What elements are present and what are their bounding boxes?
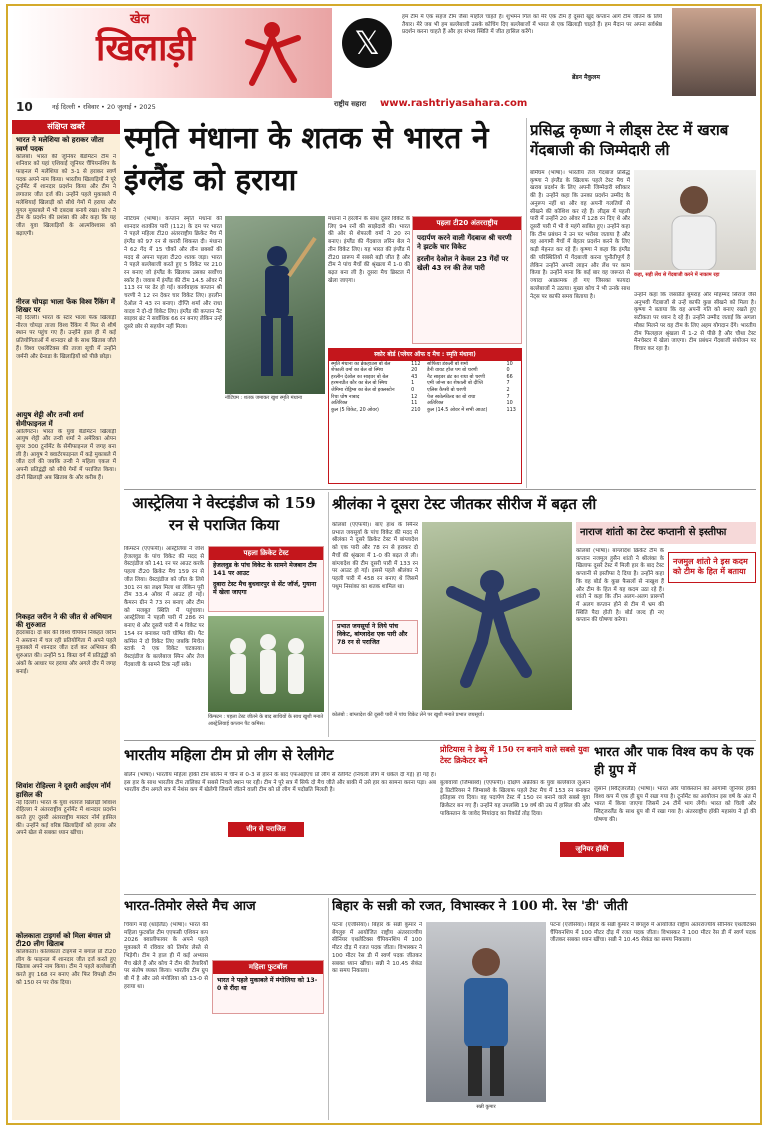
sidebar-item-text: आर्लिंगटन। भारत के युवा बैडमिंटन खिलाड़ी आयुष शेट्टी और तन्वी शर्मा ने अमेरिका ओपन सुपर 300 टूर्नामेंट के सेमीफाइनल में जगह बना ली है। आयुष ने क्वार्टरफाइनल में कड़े मुकाबले में जीत दर्ज की जबकि तन्वी ने महिला एकल में अपनी प्रतिद्वंद्वी को सीधे गेमों में पराजित किया। दोनों खिलाड़ी अब खिताब के और करीब हैं। (16, 428, 116, 481)
quote-author: ब्रेंडन मैकुलम (572, 74, 600, 81)
aus-infobox-point: हेजलवुड के पांच विकेट के सामने मेजबान टीम 141 पर आउट (213, 561, 317, 577)
aus-infobox-title: पहला क्रिकेट टेस्ट (209, 547, 323, 560)
sidebar-header: संक्षिप्त खबरें (12, 120, 120, 134)
coach-portrait (672, 8, 756, 96)
sidebar-item-heading: कोलकाता टाइगर्स को मिला बंगाल प्रो टी20 लीग खिताब (16, 931, 111, 949)
masthead (12, 8, 756, 113)
sidebar-item (16, 613, 116, 779)
brand-logo: राष्ट्रीय सहारा (334, 100, 367, 108)
sidebar-item (16, 411, 116, 609)
bht-headline: भारत-तिमोर लेस्ते मैच आज (124, 899, 256, 914)
bihar-headline: बिहार के सन्नी को रजत, विभास्कर ने 100 मी. रेस 'डी' जीती (332, 899, 628, 914)
table-row: रिचा घोष नाबाद 12 (331, 393, 418, 400)
row-divider (124, 740, 756, 741)
row-divider (124, 894, 756, 895)
najmul-pullquote: नजमुल शांतो ने इस कदम को टीम के हित में बताया (668, 552, 756, 583)
lead-text-2: मंधाना ने हरलीन के साथ दूसरे विकेट के लिए 94 रनों की साझेदारी की। भारत की ओर से शेफाली वर्मा ने 20 रन बनाए। इंग्लैंड की गेंदबाज लॉरेन बेल ने तीन विकेट लिए। यह भारत की इंग्लैंड में टी20 प्रारूप में सबसे बड़ी जीत है और टीम ने पांच मैचों की श्रृंखला में 1-0 की बढ़त बना ली है। दूसरा मैच ब्रिस्टल में खेला जाएगा। (328, 216, 410, 284)
table-row: सोफिया डंकली बो शर्मा 10 (427, 360, 513, 367)
masthead-kicker: खेल (130, 12, 150, 27)
bht-infobox (212, 960, 324, 1014)
bht-text: चियांग माई (थाईलैंड) (भाषा)। भारत की महिला फुटबॉल टीम एएफसी एशियन कप 2026 क्वालीफायर के अपने पहले मुकाबले में रविवार को तिमोर लेस्ते से भिड़ेगी। टीम ने हाल ही में कई अभ्यास मैच खेले हैं और कोच ने टीम की तैयारियों पर संतोष व्यक्त किया। भारतीय टीम ग्रुप बी में है और उसे मंगोलिया को 13-0 से हराया था। (124, 922, 208, 990)
athlete-silhouette-icon (242, 18, 302, 88)
lead-infobox-point: हरलीन देओल ने केवल 23 गेंदों पर खेली 43 रन की तेज पारी (417, 255, 509, 272)
table-row: स्मृति मंधाना का ब्रेकहाउस बो बेल 112 (331, 360, 421, 367)
sidebar-item-heading: शिवांश रोहिल्ला ने दूसरी आईएम नॉर्म हासिल की (16, 782, 111, 799)
indpak-text: लुसाने (स्विट्जरलैंड) (भाषा)। भारत और पाकिस्तान को आगामी जूनियर हॉकी विश्व कप में एक ही ग्रुप में रखा गया है। टूर्नामेंट का आयोजन इस वर्ष के अंत में भारत में किया जाएगा जिसमें 24 टीमें भाग लेंगी। भारत को चिली और स्विट्जरलैंड के साथ ग्रुप बी में रखा गया है। अंतरराष्ट्रीय हॉकी महासंघ ने ड्रॉ की घोषणा की। (594, 786, 756, 823)
aus-photo (208, 616, 324, 712)
sidebar-item (16, 932, 116, 1070)
bihar-photo (426, 922, 546, 1102)
prasidh-headline: प्रसिद्ध कृष्णा ने लीड्स टेस्ट में खराब गेंदबाजी की जिम्मेदारी ली (530, 121, 729, 159)
sl-infobox (332, 620, 418, 654)
bht-infobox-title: महिला फुटबॉल (213, 961, 323, 974)
aus-headline: आस्ट्रेलिया ने वेस्टइंडीज को 159 रन से पराजित किया (132, 494, 316, 534)
sl-infobox-point: प्रभात जयसूर्या ने लिये पांच विकेट, बांग्लादेश एक पारी और 78 रन से पराजित (337, 623, 408, 646)
scoreboard-table-india (329, 361, 425, 414)
najmul-text: कोलंबो (भाषा)। बांग्लादेश क्रिकेट टीम के कप्तान नजमुल हुसैन शांतो ने श्रीलंका के खिलाफ दूसरे टेस्ट में मिली हार के बाद टेस्ट कप्तानी से इस्तीफा दे दिया है। उन्होंने कहा कि वह बोर्ड के कुछ फैसलों से नाखुश हैं और टीम के हित में यह कदम उठा रहे हैं। शांतो ने कहा कि तीन अलग-अलग प्रारूपों में अलग कप्तान होने से टीम में भ्रम की स्थिति पैदा होती है। बोर्ड जल्द ही नए कप्तान की घोषणा करेगा। (576, 548, 664, 624)
sidebar-item (16, 298, 116, 408)
scoreboard (328, 348, 522, 484)
lead-photo (225, 216, 325, 394)
sidebar-item-text: हैदराबाद। दो बार की विश्व चैंपियन निकहत जरीन ने अस्ताना में चल रही प्रतियोगिता में अपने पहले मुकाबले में शानदार जीत दर्ज कर अभियान की शुरुआत की। उन्होंने 51 किग्रा वर्ग में प्रतिद्वंद्वी को अंकों के आधार पर हराया और अगले दौर में जगह बनाई। (16, 630, 116, 675)
website-url: www.rashtriyasahara.com (380, 98, 528, 109)
table-row: कुल (5 विकेट, 20 ओवर) 210 (331, 406, 421, 413)
aus-photo-caption: किंग्स्टन : पहला टेस्ट जीतने के बाद साथियों के साथ खुशी मनाते आस्ट्रेलियाई कप्तान पैट कमिंस। (208, 714, 324, 727)
sa-headline: प्रोटियास ने डेब्यू में 150 रन बनाने वाले सबसे युवा टेस्ट क्रिकेटर बने (440, 744, 590, 765)
aus-text: किंग्स्टन (एएफपी)। आस्ट्रेलिया ने जोश हेजलवुड के पांच विकेट की मदद से वेस्टइंडीज को 141 रन पर आउट करके पहला टी20 क्रिकेट मैच 159 रन से जीत लिया। वेस्टइंडीज को जीत के लिये 301 रन का लक्ष्य मिला था लेकिन पूरी टीम 33.4 ओवर में आउट हो गई। कैमरन ग्रीन ने 73 रन बनाए और टीम को मजबूत स्थिति में पहुंचाया। आस्ट्रेलिया ने पहली पारी में 286 रन बनाए थे और दूसरी पारी में 4 विकेट पर 154 रन बनाकर पारी घोषित की। पैट कमिंस ने दो विकेट लिए जबकि मिचेल स्टार्क ने एक विकेट चटकाया। वेस्टइंडीज के बल्लेबाज स्पिन और तेज गेंदबाजी के सामने टिक नहीं सके। (124, 546, 204, 668)
sl-headline: श्रीलंका ने दूसरा टेस्ट जीतकर सीरीज में बढ़त ली (332, 495, 597, 513)
dateline: नई दिल्ली • रविवार • 20 जुलाई • 2025 (52, 103, 156, 111)
lead-infobox (412, 216, 522, 344)
bihar-text: पटना (एजेंसियां)। बिहार के सन्नी कुमार ने बेंगलुरु में आयोजित राष्ट्रीय अंतरराज्यीय सीनियर एथलेटिक्स चैंपियनशिप में 100 मीटर दौड़ में रजत पदक जीता। विभास्कर ने 100 मीटर रेस डी में स्वर्ण पदक जीतकर सबका ध्यान खींचा। सन्नी ने 10.45 सेकंड का समय निकाला। (332, 922, 422, 975)
lead-infobox-point: पदार्पण करने वाली गेंदबाज श्री चरणी ने झटके चार विकेट (417, 233, 512, 251)
indpak-badge: जूनियर हॉकी (560, 842, 624, 857)
table-row: एमी जोन्स का शेफाली बो दीप्ति 7 (427, 380, 510, 387)
table-row: जेमिमा रोड्रिग्स का बेल बो इक्लस्टोन 0 (331, 386, 415, 393)
wpl-badge: चीन से पराजित (228, 822, 304, 837)
najmul-headline: नाराज शांतो का टेस्ट कप्तानी से इस्तीफा (580, 527, 727, 538)
table-row: डैनी वायट हॉज पग बो चरणी 0 (427, 367, 510, 374)
prasidh-photo-caption: कहा, सही लेंथ से गेंदबाजी करने में नाकाम रहा (634, 272, 720, 278)
sl-text: कोलंबो (एएफपी)। बाएं हाथ के स्पिनर प्रभात जयसूर्या के पांच विकेट की मदद से श्रीलंका ने दूसरे क्रिकेट टेस्ट में बांग्लादेश को एक पारी और 78 रन से हराकर दो मैचों की श्रृंखला में 1-0 की बढ़त ले ली। बांग्लादेश की टीम दूसरी पारी में 133 रन पर आउट हो गई। इससे पहले श्रीलंका ने पहली पारी में 458 रन बनाए थे जिसमें पथुम निसांका का शतक शामिल था। (332, 522, 418, 590)
table-row: हरमनप्रीत कौर का बेल बो स्मिथ 1 (331, 380, 415, 387)
scoreboard-table-england (425, 361, 521, 414)
table-row: नैट साइवर ब्रंट का राधा बो चरणी 66 (427, 373, 513, 380)
wpl-text: बर्लिन (भाषा)। भारतीय महिला हॉकी टीम बर्लिन में चीन से 0-3 से हारने के बाद एफआईएच प्रो लीग से रेलीगेट (निचली लीग में धकेल दी गई) हो गई है। इस हार के साथ भारतीय टीम तालिका में सबसे निचले स्थान पर रही। टीम ने पूरे सत्र में सिर्फ दो मैच जीते और बाकी में उसे हार का सामना करना पड़ा। अब भारतीय टीम अगले सत्र में नेशंस कप में खेलेगी जिसमें जीतने वाली टीम को प्रो लीग में पदोन्नति मिलती है। (124, 772, 436, 794)
bht-infobox-point: भारत ने पहले मुकाबले में मंगोलिया को 13-0 से रौंदा था (217, 976, 318, 992)
page-number: 10 (16, 100, 33, 114)
table-row: पेज स्कोल्फील्ड का बो राधा 7 (427, 393, 510, 400)
sidebar-item-text: कोलकाता। कोलकाता टाइगर्स ने बंगाल प्रो टी20 लीग के फाइनल में शानदार जीत दर्ज करते हुए खिताब अपने नाम किया। टीम ने पहले बल्लेबाजी करते हुए 168 रन बनाए और फिर विपक्षी टीम को 150 रन पर रोक दिया। (16, 949, 116, 986)
wpl-headline: भारतीय महिला टीम प्रो लीग से रेलीगेट (124, 746, 334, 764)
column-divider (526, 118, 527, 488)
prasidh-photo (634, 170, 756, 270)
aus-infobox-point: दुबारा टेस्ट मैच बुधवारपुर से सेंट जॉर्ज, गुयाना में खेला जाएगा (213, 581, 317, 596)
bihar-photo-caption: सन्नी कुमार (476, 1104, 496, 1110)
sidebar (12, 120, 120, 1120)
prasidh-text-2: उन्होंने कहा कि जसप्रीत बुमराह और मोहम्मद सिराज जैसे अनुभवी गेंदबाजों से उन्हें काफी कुछ सीखने को मिला है। कृष्णा ने बताया कि वह अपनी गति को बनाए रखते हुए सटीकता पर ध्यान दे रहे हैं। उन्होंने उम्मीद जताई कि अगला मौका मिलने पर वह टीम के लिए अहम योगदान देंगे। भारतीय टीम फिलहाल श्रृंखला में 1-2 से पीछे है और चौथा टेस्ट मैनचेस्टर में खेला जाएगा। टीम प्रबंधन गेंदबाजी संयोजन पर विचार कर रहा है। (634, 292, 756, 353)
lead-infobox-title: पहला टी20 अंतरराष्ट्रीय (413, 217, 521, 230)
table-row: कुल (14.5 ओवर में सभी आउट) 113 (427, 406, 516, 413)
column-divider (328, 492, 329, 737)
table-row: शेफाली वर्मा का बेल बो स्मिथ 20 (331, 367, 418, 374)
column-divider (328, 898, 329, 1120)
x-logo-icon: 𝕏 (342, 18, 392, 68)
aus-infobox (208, 546, 324, 612)
sidebar-item-text: नई दिल्ली। भारत के स्टार भाला फेंक खिलाड़ी नीरज चोपड़ा ताजा विश्व रैंकिंग में फिर से शीर्ष स्थान पर पहुंच गए हैं। उन्होंने हाल ही में कई प्रतियोगिताओं में शानदार थ्रो के साथ खिताब जीते हैं। विश्व एथलेटिक्स की ताजा सूची में उन्होंने जर्मनी और ग्रेनाडा के खिलाड़ियों को पीछे छोड़ा। (16, 315, 116, 360)
table-row: हरलीन देओल का साइवर बो बेल 43 (331, 373, 418, 380)
sl-photo (422, 522, 572, 710)
sidebar-item-heading: आयुष शेट्टी और तन्वी शर्मा सेमीफाइनल में (16, 411, 84, 428)
sidebar-item-heading: भारत ने मलेशिया को हराकर जीता स्वर्ण पदक (16, 136, 104, 153)
sidebar-item-heading: नीरज चोपड़ा भाला फेंक विश्व रैंकिंग में शिखर पर (16, 297, 115, 315)
sidebar-item-text: नई दिल्ली। भारत के युवा शतरंज खिलाड़ी शिवांश रोहिल्ला ने अंतरराष्ट्रीय टूर्नामेंट में शानदार प्रदर्शन करते हुए दूसरी अंतरराष्ट्रीय मास्टर नॉर्म हासिल की। उन्होंने कई वरिष्ठ खिलाड़ियों को हराया और अपने खेल से सबका ध्यान खींचा। (16, 799, 116, 837)
sidebar-item (16, 782, 116, 928)
table-row: एलिस कैप्सी बो चरणी 2 (427, 386, 510, 393)
table-row: अतिरिक्त 11 (331, 400, 418, 407)
sidebar-item-heading: निकहत जरीन ने की जीत से अभियान की शुरुआत (16, 612, 112, 630)
sl-photo-caption: कोलंबो : बांग्लादेश की दूसरी पारी में पांच विकेट लेने पर खुशी मनाते प्रभात जयसूर्या। (332, 712, 484, 718)
lead-headline: स्मृति मंधाना के शतक से भारत ने इंग्लैंड को हराया (124, 121, 489, 198)
bihar-text-2: पटना (एजेंसियां)। बिहार के सन्नी कुमार ने बेंगलुरु में आयोजित राष्ट्रीय अंतरराज्यीय सीनियर एथलेटिक्स चैंपियनशिप में 100 मीटर दौड़ में रजत पदक जीता। विभास्कर ने 100 मीटर रेस डी में स्वर्ण पदक जीतकर सबका ध्यान खींचा। सन्नी ने 10.45 सेकंड का समय निकाला। (550, 922, 756, 944)
scoreboard-title: स्कोर बोर्ड (प्लेयर ऑफ द मैच : स्मृति मंधाना) (329, 349, 521, 361)
sidebar-item-text: कोलंबो। भारत की जूनियर बैडमिंटन टीम ने शनिवार को यहां एशियाई जूनियर चैंपियनशिप के फाइनल में मलेशिया को 3-1 से हराकर स्वर्ण पदक अपने नाम किया। भारतीय खिलाड़ियों ने पूरे टूर्नामेंट में शानदार प्रदर्शन किया और टीम ने लगातार जीत दर्ज की। उन्होंने पहले मुकाबले में मलेशियाई खिलाड़ी को सीधे गेमों में हराया और युगल मुकाबले में भी दबदबा बनाये रखा। कोच ने टीम के प्रदर्शन की प्रशंसा की और कहा कि यह जीत युवा खिलाड़ियों के आत्मविश्वास को बढ़ाएगी। (16, 153, 116, 237)
table-row: अतिरिक्त 10 (427, 400, 513, 407)
row-divider (124, 489, 756, 490)
sa-text: बुलावायो (जिम्बाब्वे) (एएफपी)। दक्षिण अफ्रीका के युवा बल्लेबाज लुआन ड्रे प्रिटोरियस ने जिम्बाब्वे के खिलाफ पहले टेस्ट मैच में 153 रन बनाकर इतिहास रच दिया। वह पदार्पण टेस्ट में 150 रन बनाने वाले सबसे युवा क्रिकेटर बन गए हैं। उन्होंने यह उपलब्धि 19 वर्ष की उम्र में हासिल की और पाकिस्तान के जावेद मियांदाद का रिकॉर्ड तोड़ दिया। (440, 780, 590, 817)
sidebar-item (16, 136, 116, 294)
indpak-headline: भारत और पाक विश्व कप के एक ही ग्रुप में (594, 745, 754, 778)
masthead-title: खिलाड़ी (96, 27, 195, 69)
prasidh-text: बर्मिंघम (भाषा)। भारतीय तेज गेंदबाज प्रसिद्ध कृष्णा ने इंग्लैंड के खिलाफ पहले टेस्ट मैच में खराब प्रदर्शन के लिए अपनी जिम्मेदारी स्वीकार की है। उन्होंने कहा कि उनका प्रदर्शन उम्मीद के अनुरूप नहीं था और वह अपनी गलतियों से सीखने की कोशिश कर रहे हैं। लीड्स में पहली पारी में उन्होंने 20 ओवर में 128 रन दिए थे और दूसरी पारी में भी वे महंगे साबित हुए। उन्होंने कहा कि टीम प्रबंधन ने उन पर भरोसा जताया है और वह आगामी मैचों में बेहतर प्रदर्शन करने के लिए कड़ी मेहनत कर रहे हैं। कृष्णा ने कहा कि इंग्लैंड की परिस्थितियों में गेंदबाजी करना चुनौतीपूर्ण है लेकिन उन्होंने अपनी लाइन और लेंथ पर काम किया है। उन्होंने माना कि कई बार वह जरूरत से ज्यादा आक्रामक हो गए जिसका फायदा बल्लेबाजों ने उठाया। मुख्य कोच ने भी उनके साथ नेट्स पर काफी समय बिताया है। (530, 170, 630, 300)
masthead-quote: हम टीम में एक सहज टीम जैसा माहौल चाहते हैं। शुभमन गिल को मेरे एक टीम है दूसरों खुद कप्तान आगे टीम जीतने के लिये तैयार। मेरे जब भी हम बल्लेबाजी उसके कोचिंग दिए बल्लेबाजों में भारत से एक खिलाड़ी चाहते हैं। हम मैदान पर अपना सर्वश्रेष्ठ प्रदर्शन करना चाहते हैं और हर संभव स्थिति में जीत हासिल करेंगे। (402, 14, 662, 36)
lead-text: नॉटिंघम (भाषा)। कप्तान स्मृति मंधाना की शानदार शतकीय पारी (112) के दम पर भारत ने पहले महिला टी20 अंतरराष्ट्रीय क्रिकेट मैच में इंग्लैंड को 97 रन से करारी शिकस्त दी। मंधाना ने 62 गेंद में 15 चौकों और तीन छक्कों की मदद से अपना पहला टी20 शतक जड़ा। भारत ने पहले बल्लेबाजी करते हुए 5 विकेट पर 210 रन बनाए जो इंग्लैंड के खिलाफ उसका सर्वोच्च स्कोर है। जवाब में इंग्लैंड की टीम 14.5 ओवर में 113 रन पर ढेर हो गई। कार्यवाहक कप्तान श्री चरणी ने 12 रन देकर चार विकेट लिए। हरलीन देओल ने 43 रन बनाए। दीप्ति शर्मा और राधा यादव ने दो-दो विकेट लिए। इंग्लैंड की कप्तान नैट साइवर ब्रंट ने सर्वाधिक 66 रन बनाए लेकिन उन्हें दूसरे छोर से सहयोग नहीं मिला। (124, 216, 222, 331)
lead-photo-caption: नॉटिंघम : शतक जमाकर खुश स्मृति मंधाना (225, 395, 303, 401)
